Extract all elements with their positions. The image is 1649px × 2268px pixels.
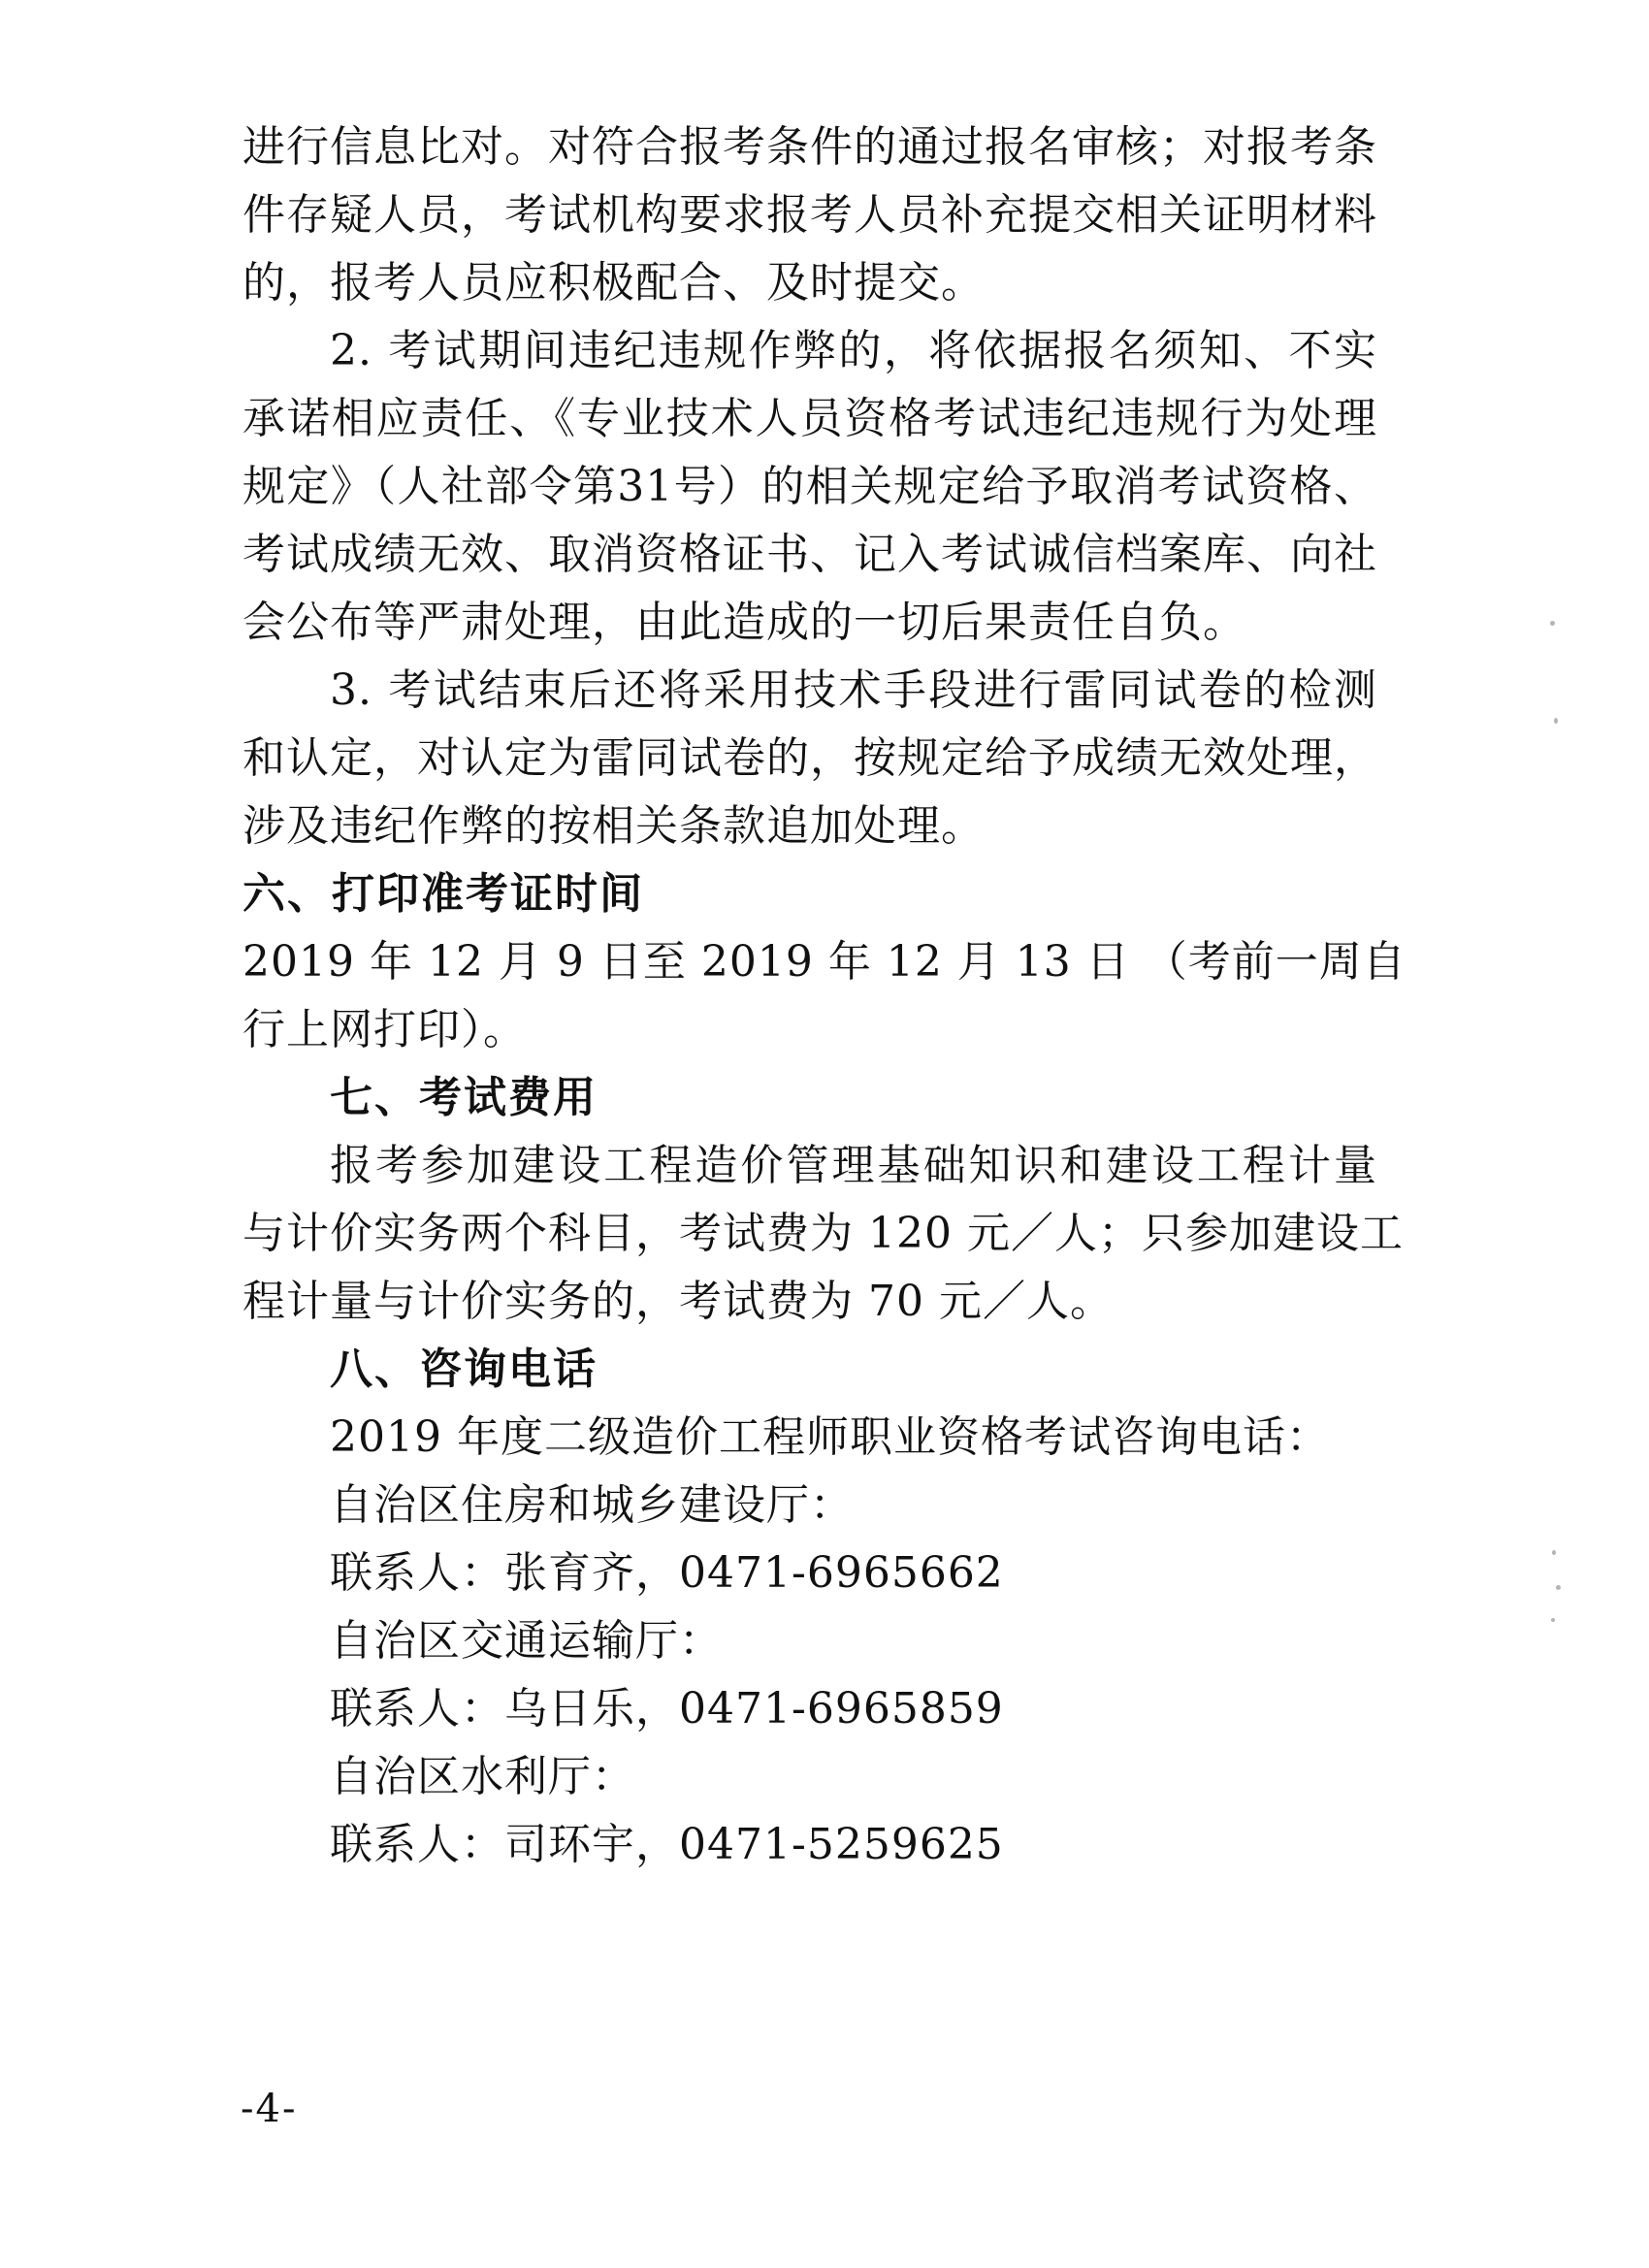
scan-speck [1551,1618,1555,1622]
contact-department: 自治区住房和城乡建设厅： [330,1480,854,1530]
paragraph-line: 行上网打印）。 [242,1005,527,1054]
section-heading-exam-fees: 七、考试费用 [330,1073,598,1122]
paragraph-line: 规定》（人社部令第31号）的相关规定给予取消考试资格、 [242,462,1377,511]
paragraph-line: 2019 年 12 月 9 日至 2019 年 12 月 13 日 （考前一周自 [242,937,1406,987]
paragraph-line: 程计量与计价实务的，考试费为 70 元／人。 [242,1277,1114,1326]
paragraph-line: 2. 考试期间违纪违规作弊的，将依据报名须知、不实 [330,326,1377,375]
paragraph-line: 3. 考试结束后还将采用技术手段进行雷同试卷的检测 [330,665,1377,715]
contact-person: 联系人：司环宇，0471-5259625 [330,1820,1004,1869]
contact-person: 联系人：张育齐，0471-6965662 [330,1548,1004,1598]
contact-department: 自治区交通运输厅： [330,1616,723,1666]
scan-speck [1552,1550,1556,1555]
contact-person: 联系人：乌日乐，0471-6965859 [330,1684,1004,1733]
paragraph-line: 进行信息比对。对符合报考条件的通过报名审核；对报考条 [242,122,1377,172]
section-heading-print-admission-ticket: 六、打印准考证时间 [242,869,644,919]
paragraph-line: 与计价实务两个科目，考试费为 120 元／人；只参加建设工 [242,1209,1404,1258]
paragraph-line: 会公布等严肃处理，由此造成的一切后果责任自负。 [242,598,1246,647]
paragraph-line: 的，报考人员应积极配合、及时提交。 [242,258,985,308]
scan-speck [1554,718,1558,724]
paragraph-line: 承诺相应责任、《专业技术人员资格考试违纪违规行为处理 [242,394,1377,443]
scan-speck [1556,1585,1561,1590]
paragraph-line: 件存疑人员，考试机构要求报考人员补充提交相关证明材料 [242,190,1377,240]
paragraph-line: 报考参加建设工程造价管理基础知识和建设工程计量 [330,1141,1377,1190]
scan-speck [1550,621,1555,626]
page-number: -4- [241,2087,298,2131]
paragraph-line: 和认定，对认定为雷同试卷的，按规定给予成绩无效处理， [242,733,1377,783]
paragraph-line: 涉及违纪作弊的按相关条款追加处理。 [242,801,985,851]
paragraph-line: 2019 年度二级造价工程师职业资格考试咨询电话： [330,1412,1330,1462]
paragraph-line: 考试成绩无效、取消资格证书、记入考试诚信档案库、向社 [242,530,1377,579]
section-heading-consultation-phone: 八、咨询电话 [330,1345,598,1394]
contact-department: 自治区水利厅： [330,1752,635,1801]
